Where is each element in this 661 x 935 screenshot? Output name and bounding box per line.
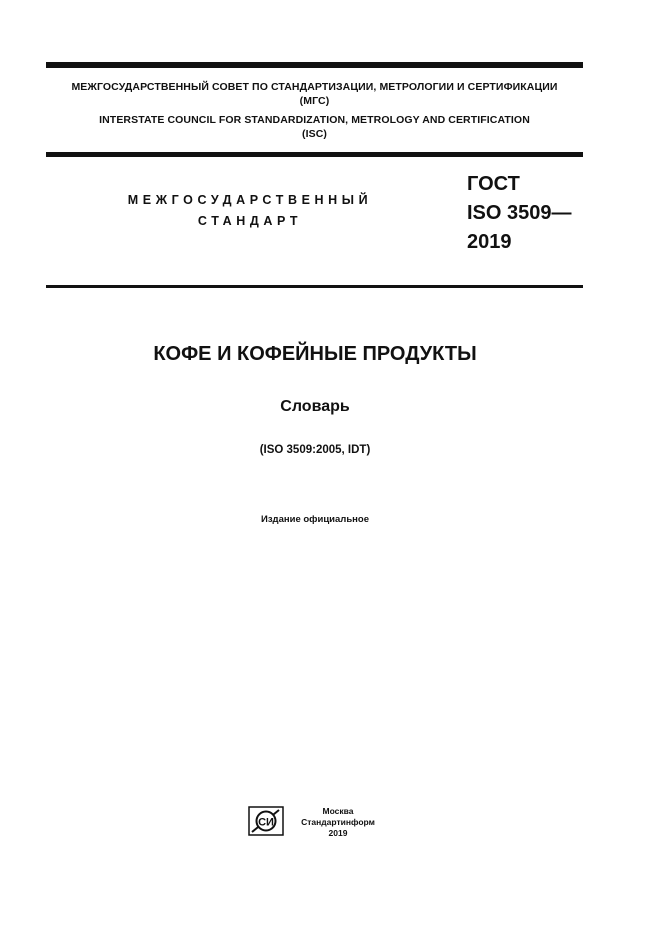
edition-note: Издание официальное <box>261 514 369 525</box>
header-bottom-rule <box>46 285 583 288</box>
council-name-en-line1: INTERSTATE COUNCIL FOR STANDARDIZATION, METROLOGY AND CERTIFICATION <box>99 114 530 126</box>
publisher-city: Москва <box>322 806 354 816</box>
council-name-en <box>46 113 583 141</box>
council-name-ru <box>46 80 583 108</box>
publisher-year: 2019 <box>328 828 348 838</box>
document-title: КОФЕ И КОФЕЙНЫЕ ПРОДУКТЫ <box>153 343 477 365</box>
document-subtitle: Словарь <box>280 398 350 415</box>
designation-line3: 2019 <box>467 231 512 253</box>
standard-type-line2: СТАНДАРТ <box>197 214 303 228</box>
standard-designation <box>467 170 572 257</box>
publisher-name: Стандартинформ <box>301 817 375 827</box>
council-name-ru-line1: МЕЖГОСУДАРСТВЕННЫЙ СОВЕТ ПО СТАНДАРТИЗАЦИИ, МЕТРОЛОГИИ И СЕРТИФИКАЦИИ <box>71 81 558 93</box>
standard-type-line1: МЕЖГОСУДАРСТВЕННЫЙ <box>127 193 373 207</box>
council-abbr-en: (ISC) <box>302 128 327 140</box>
iso-reference: (ISO 3509:2005, IDT) <box>259 444 371 456</box>
designation-line1: ГОСТ <box>467 173 520 195</box>
designation-line2: ISO 3509— <box>467 202 572 224</box>
top-rule <box>46 62 583 68</box>
standard-type <box>110 190 390 232</box>
logo-text: СИ <box>258 816 274 829</box>
standartinform-logo-icon <box>248 806 284 836</box>
council-bottom-rule <box>46 152 583 157</box>
council-abbr-ru: (МГС) <box>299 95 330 107</box>
publisher-block <box>292 806 384 839</box>
